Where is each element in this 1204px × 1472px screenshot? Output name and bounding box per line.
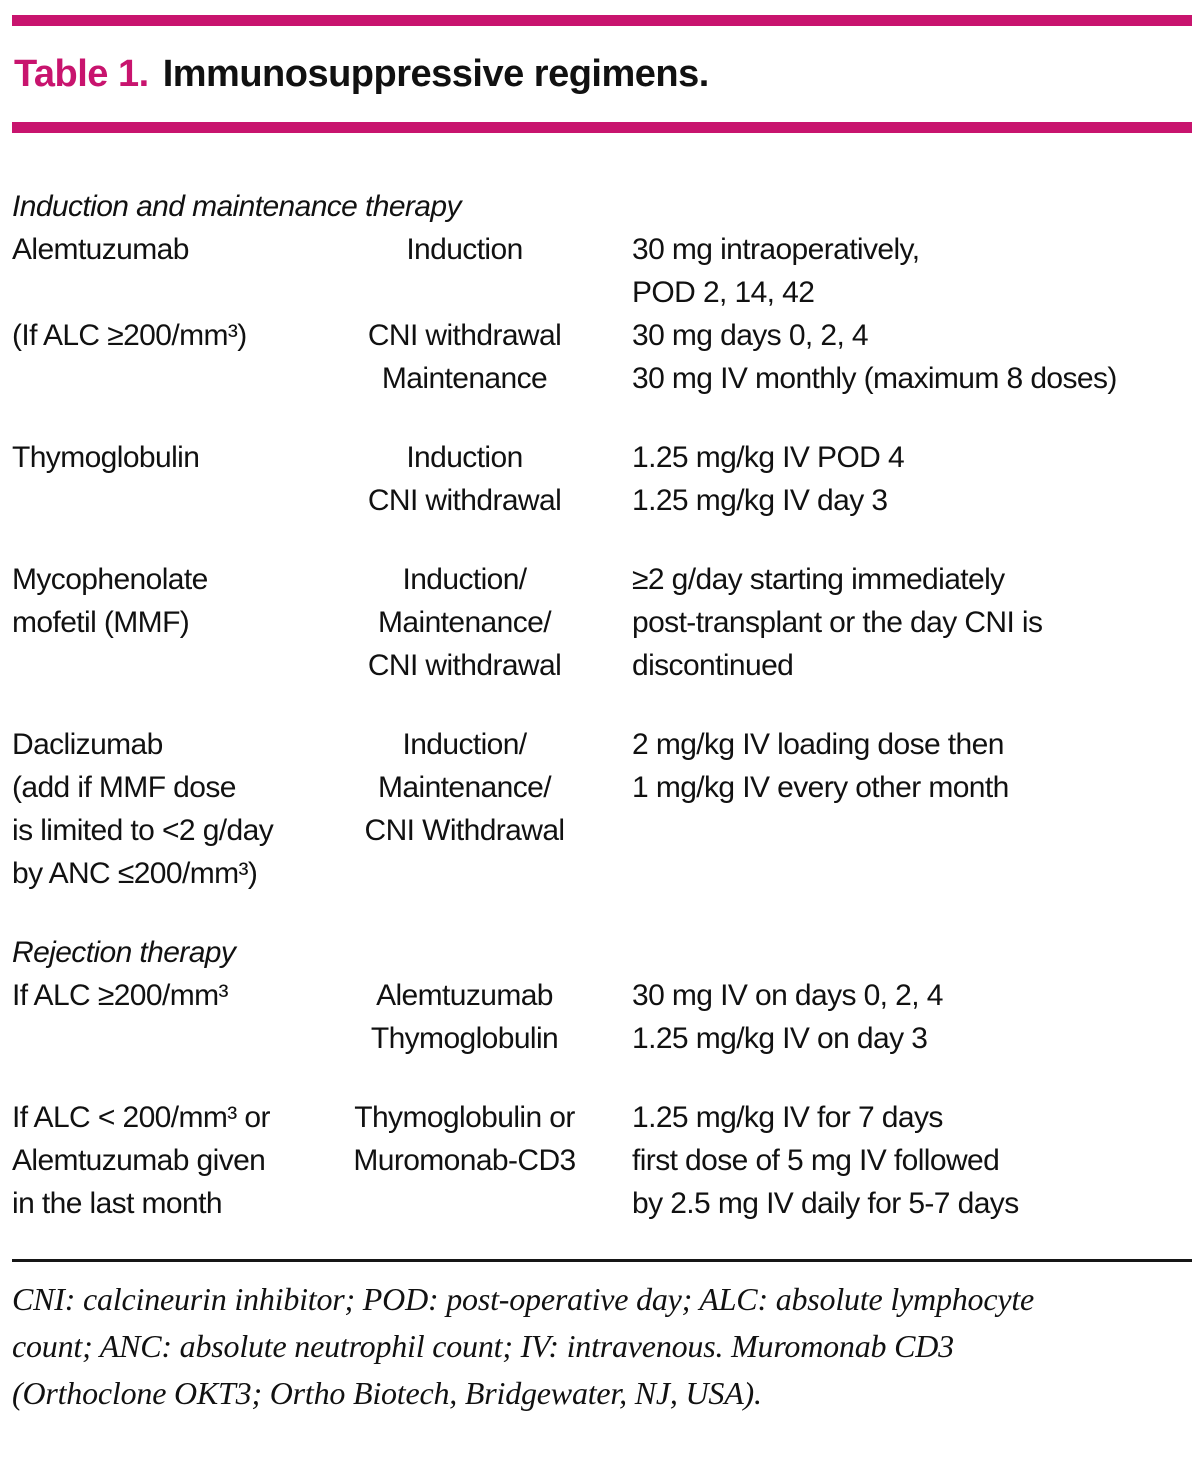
regimen-group-mmf (12, 558, 1192, 687)
drug-cell: Thymoglobulin or (354, 1101, 575, 1134)
phase-cell: Induction/ (402, 563, 527, 596)
table-line (12, 314, 1192, 357)
phase-cell: CNI withdrawal (367, 649, 562, 682)
drug-cell: (If ALC ≥200/mm³) (12, 319, 247, 352)
drug-cell: Mycophenolate (12, 563, 208, 596)
table-line (12, 558, 1192, 601)
dose-cell: ≥2 g/day starting immediately (632, 563, 1005, 596)
drug-cell (12, 479, 332, 522)
phase-cell: Maintenance/ (378, 771, 551, 804)
phase-cell: CNI withdrawal (367, 319, 562, 352)
drug-cell: Muromonab-CD3 (353, 1144, 576, 1177)
table-line (12, 601, 1192, 644)
table-line (12, 1096, 1192, 1139)
condition-cell: If ALC ≥200/mm³ (12, 979, 228, 1012)
dose-cell: 2 mg/kg IV loading dose then (632, 728, 1004, 761)
drug-cell: Alemtuzumab (12, 233, 189, 266)
condition-cell: in the last month (12, 1187, 222, 1220)
section-rejection-therapy (12, 931, 1192, 1225)
condition-cell: Alemtuzumab given (12, 1144, 266, 1177)
regimen-group-thymoglobulin (12, 436, 1192, 522)
table-title-text: Immunosuppressive regimens. (162, 53, 709, 95)
drug-cell: Daclizumab (12, 728, 163, 761)
phase-cell (332, 852, 597, 895)
section-heading: Induction and maintenance therapy (12, 190, 461, 223)
drug-cell: (add if MMF dose (12, 771, 236, 804)
drug-cell: by ANC ≤200/mm³) (12, 857, 258, 890)
section-heading: Rejection therapy (12, 936, 236, 969)
dose-cell: 30 mg IV monthly (maximum 8 doses) (632, 362, 1117, 395)
dose-cell: by 2.5 mg IV daily for 5-7 days (632, 1187, 1019, 1220)
section-induction-maintenance (12, 185, 1192, 895)
dose-cell: 1.25 mg/kg IV day 3 (632, 484, 888, 517)
dose-cell: 30 mg IV on days 0, 2, 4 (632, 979, 943, 1012)
table-line (12, 1139, 1192, 1182)
drug-cell: Thymoglobulin (12, 441, 200, 474)
dose-cell: 1.25 mg/kg IV POD 4 (632, 441, 905, 474)
drug-cell (332, 1182, 597, 1225)
dose-cell: 30 mg days 0, 2, 4 (632, 319, 869, 352)
accent-rule-top (12, 15, 1192, 26)
accent-rule-under-title (12, 122, 1192, 133)
table-line (12, 1017, 1192, 1060)
table-line (12, 809, 1192, 852)
table-line (12, 436, 1192, 479)
drug-cell (12, 271, 332, 314)
phase-cell: Induction (406, 233, 523, 266)
dose-cell: 1 mg/kg IV every other month (632, 771, 1009, 804)
condition-cell: If ALC < 200/mm³ or (12, 1101, 270, 1134)
footnote-rule (12, 1259, 1192, 1262)
dose-cell: post-transplant or the day CNI is (632, 606, 1043, 639)
dose-cell (597, 809, 1192, 852)
dose-cell: 30 mg intraoperatively, (632, 233, 920, 266)
phase-cell: Maintenance/ (378, 606, 551, 639)
table-footnote (12, 1276, 1192, 1417)
dose-cell: 1.25 mg/kg IV on day 3 (632, 1022, 928, 1055)
table-line (12, 271, 1192, 314)
drug-cell: Alemtuzumab (376, 979, 553, 1012)
table-line (12, 644, 1192, 687)
table-line (12, 766, 1192, 809)
table-line (12, 852, 1192, 895)
drug-cell: Thymoglobulin (370, 1022, 559, 1055)
rejection-group-alc-high (12, 974, 1192, 1060)
phase-cell (332, 271, 597, 314)
rejection-group-alc-low (12, 1096, 1192, 1225)
table-line (12, 723, 1192, 766)
phase-cell: CNI withdrawal (367, 484, 562, 517)
footnote-line: count; ANC: absolute neutrophil count; IV: intravenous. Muromonab CD3 (12, 1328, 954, 1364)
table-number-label: Table 1. (14, 53, 149, 95)
table-line (12, 357, 1192, 400)
dose-cell (597, 852, 1192, 895)
dose-cell: discontinued (632, 649, 794, 682)
regimen-group-alemtuzumab (12, 228, 1192, 400)
footnote-line: (Orthoclone OKT3; Ortho Biotech, Bridgewater, NJ, USA). (12, 1375, 762, 1411)
regimen-group-daclizumab (12, 723, 1192, 895)
drug-cell (12, 644, 332, 687)
footnote-line: CNI: calcineurin inhibitor; POD: post-operative day; ALC: absolute lymphocyte (12, 1281, 1035, 1317)
dose-cell: POD 2, 14, 42 (632, 276, 815, 309)
drug-cell: mofetil (MMF) (12, 606, 190, 639)
table-line (12, 1182, 1192, 1225)
phase-cell: Maintenance (381, 362, 548, 395)
drug-cell: is limited to <2 g/day (12, 814, 274, 847)
drug-cell (12, 357, 332, 400)
phase-cell: Induction (406, 441, 523, 474)
table-line (12, 228, 1192, 271)
dose-cell: 1.25 mg/kg IV for 7 days (632, 1101, 943, 1134)
phase-cell: CNI Withdrawal (364, 814, 565, 847)
dose-cell: first dose of 5 mg IV followed (632, 1144, 1000, 1177)
table-title (12, 26, 1192, 122)
table-line (12, 974, 1192, 1017)
condition-cell (12, 1017, 332, 1060)
table-line (12, 479, 1192, 522)
table-body (12, 185, 1192, 1225)
phase-cell: Induction/ (402, 728, 527, 761)
table-figure (0, 15, 1204, 1417)
